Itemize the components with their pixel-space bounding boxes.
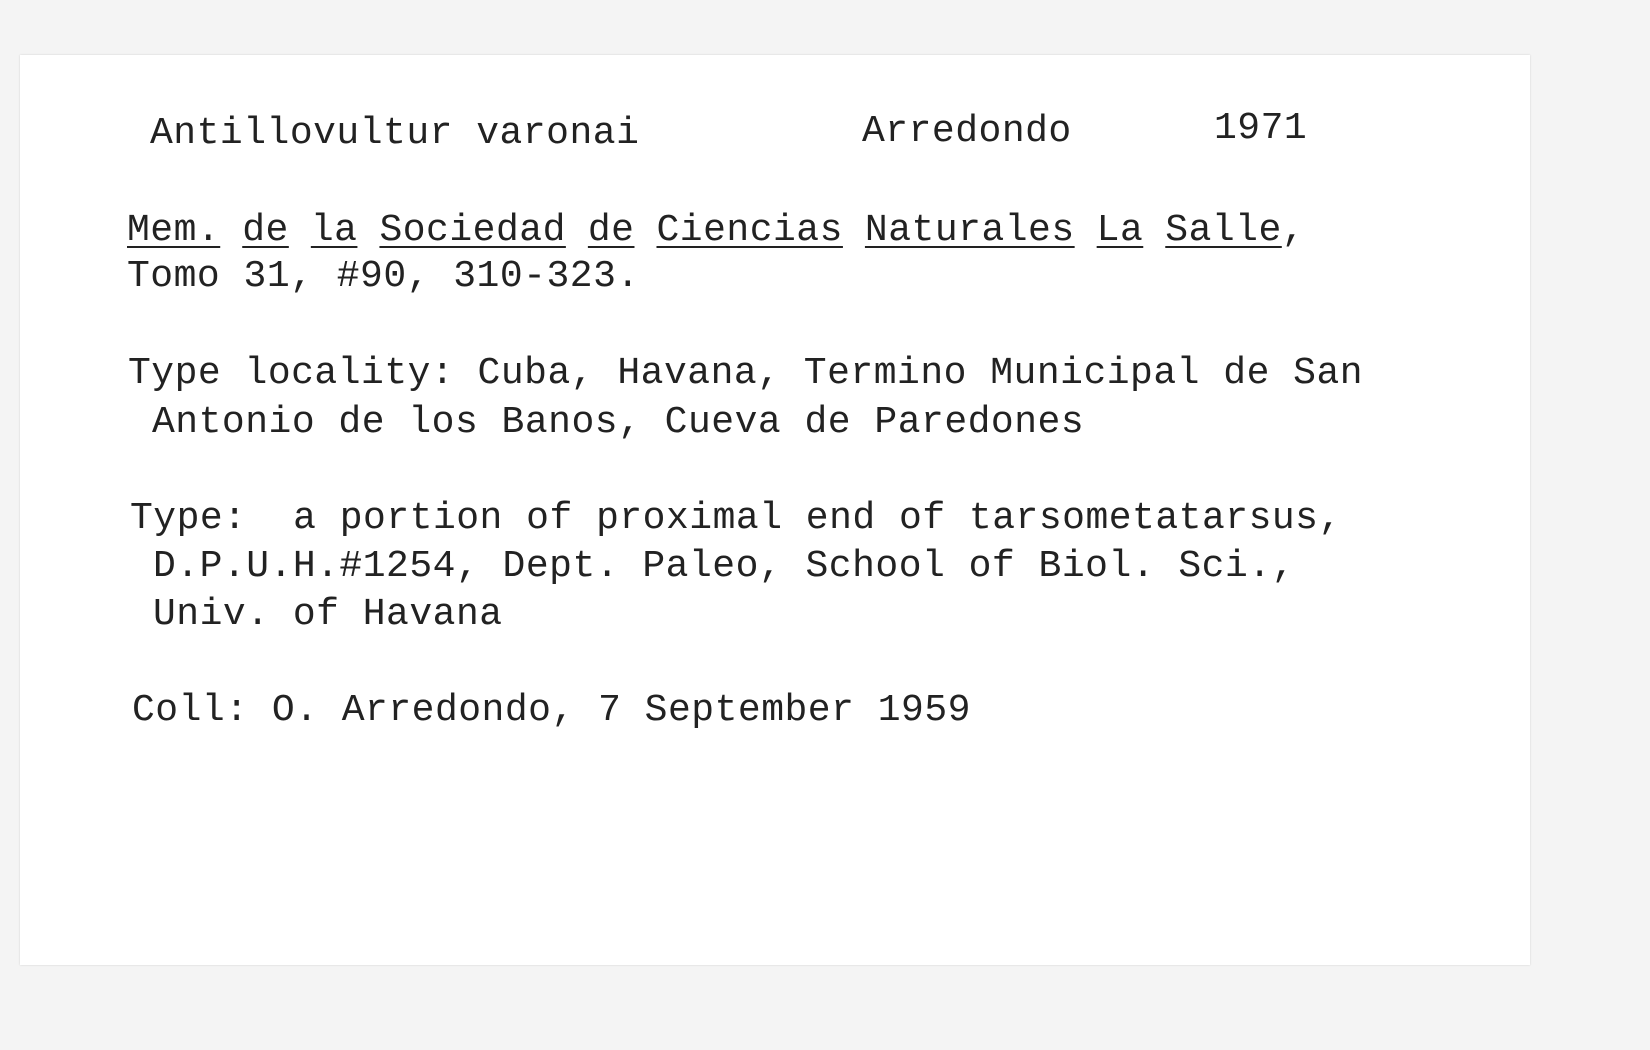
citation-part: Mem. — [127, 209, 221, 252]
citation-comma: , — [1281, 209, 1306, 252]
species-name: Antillovultur varonai — [150, 112, 640, 155]
type-locality-line-2: Antonio de los Banos, Cueva de Paredones — [152, 401, 1085, 444]
collector-line: Coll: O. Arredondo, 7 September 1959 — [132, 689, 971, 732]
citation-part: Salle — [1165, 209, 1282, 252]
citation-line-1 — [127, 209, 1306, 252]
type-locality-line-1: Type locality: Cuba, Havana, Termino Municipal de San — [128, 352, 1364, 395]
author-name: Arredondo — [862, 110, 1072, 153]
citation-part: la — [310, 209, 358, 252]
citation-part: de — [242, 209, 289, 252]
citation-part: Naturales — [864, 209, 1075, 252]
citation-part: de — [587, 209, 635, 252]
type-line-2: D.P.U.H.#1254, Dept. Paleo, School of Biol. Sci., — [153, 545, 1295, 588]
citation-line-2: Tomo 31, #90, 310-323. — [127, 255, 640, 298]
citation-part: Sociedad — [379, 209, 566, 252]
citation-part: La — [1096, 209, 1144, 252]
citation-part: Ciencias — [656, 209, 843, 252]
type-line-1: Type: a portion of proximal end of tarsometatarsus, — [130, 497, 1342, 540]
publication-year: 1971 — [1214, 107, 1308, 150]
type-line-3: Univ. of Havana — [153, 593, 503, 636]
